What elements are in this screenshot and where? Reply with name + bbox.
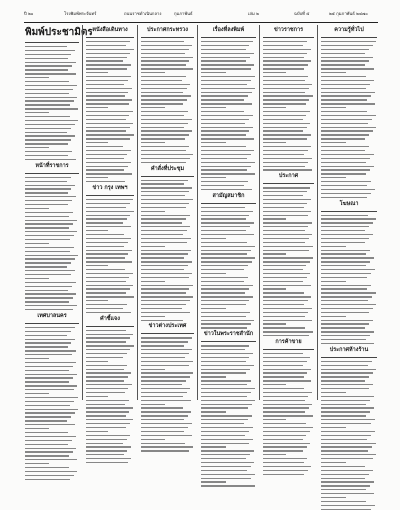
divider — [141, 176, 194, 177]
divider — [263, 349, 314, 350]
column-5 — [259, 25, 317, 400]
article-text-block — [86, 199, 134, 313]
divider — [141, 333, 194, 334]
masthead-bar — [24, 8, 378, 23]
column-6 — [317, 25, 380, 400]
divider — [201, 341, 256, 342]
divider — [201, 37, 256, 38]
article-text-block — [201, 207, 256, 329]
divider — [86, 195, 134, 196]
column-heading: เทศบาลนคร — [37, 312, 67, 319]
divider — [141, 37, 194, 38]
publisher-name: โรงพิมพ์พระจันทร์ — [64, 11, 97, 16]
column-heading: ประกาศห้างร้าน — [329, 346, 369, 353]
divider — [86, 326, 134, 327]
article-text-block — [263, 187, 314, 336]
article-text-block — [141, 337, 194, 451]
column-heading: ประกาศกระทรวง — [147, 27, 188, 33]
office-address: ถนนราชดำเนินกลาง — [124, 11, 162, 16]
divider — [321, 211, 377, 212]
divider — [201, 203, 256, 204]
article-text-block — [321, 215, 377, 345]
divider — [25, 42, 79, 43]
column-heading: พิมพ์ประชามิตร — [25, 27, 93, 38]
article-text-block — [86, 41, 134, 182]
column-heading: โฆษณา — [339, 200, 359, 207]
column-4 — [197, 25, 259, 400]
divider — [25, 173, 79, 174]
article-text-block — [263, 353, 314, 475]
article-text-block — [263, 41, 314, 171]
column-heading: สามัญสมาชิก — [212, 192, 245, 199]
article-text-block — [86, 330, 134, 464]
folio-number: เล่ม ๒ — [248, 11, 259, 16]
article-text-block — [201, 41, 256, 190]
column-heading: ข่าวต่างประเทศ — [148, 323, 187, 330]
column-heading: หน้าที่ราชการ — [35, 162, 69, 169]
divider — [263, 183, 314, 184]
column-3 — [137, 25, 197, 400]
article-text-block — [141, 41, 194, 163]
divider — [321, 357, 377, 358]
article-text-block — [201, 345, 256, 486]
article-text-block — [25, 177, 79, 311]
column-heading: เรื่องที่ลงพิมพ์ — [212, 27, 245, 33]
column-1 — [22, 25, 93, 400]
article-text-block — [25, 46, 79, 160]
article-text-block — [321, 361, 377, 510]
divider — [25, 323, 79, 324]
article-text-block — [141, 180, 194, 321]
column-heading: ข่าวราชการ — [273, 27, 304, 33]
column-heading: คำชี้แจง — [100, 315, 120, 322]
article-text-block — [321, 41, 377, 198]
column-heading: ข่าว กรุง เทพฯ — [92, 184, 128, 191]
article-text-block — [25, 327, 79, 480]
column-heading: คำสั่งที่ประชุม — [150, 165, 185, 172]
date-line: ๒๕ กุมภาพันธ์ ๒๔๗๐ — [329, 11, 368, 16]
divider — [86, 37, 134, 38]
issue-number: ปี ๒๐ — [24, 11, 34, 16]
column-heading: ข่าวในพระราชสำนัก — [203, 331, 254, 338]
column-heading: ประกาศ — [278, 173, 299, 180]
column-heading: การค้าขาย — [275, 339, 302, 346]
column-heading: ความรู้ทั่วไป — [334, 27, 364, 33]
divider — [321, 37, 377, 38]
article-columns — [22, 25, 380, 400]
divider — [263, 37, 314, 38]
column-2 — [82, 25, 137, 400]
page-number: ฉบับที่ ๕ — [294, 11, 310, 16]
column-heading: หนังสือเดินทาง — [92, 27, 128, 33]
month-label: กุมภาพันธ์ — [174, 11, 193, 16]
